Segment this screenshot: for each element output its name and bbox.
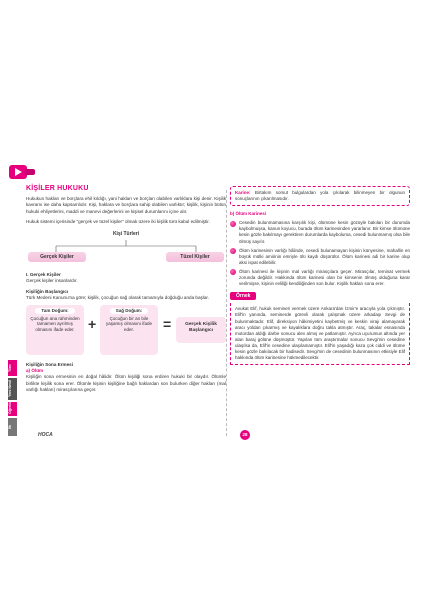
book-logo-icon	[8, 162, 36, 182]
olum-text: Kişiliğin sona ermesinin en doğal hâlidir. Ölüm kişiliği sona erdiren hukuki bir olaydır. Ölümle birlikte kişilik sona erer. Ölümle kişinin kişiliğine bağlı haklardan son bulurken diğer hakları (mal varlığı hakları) mirasçılarına geçer.	[26, 374, 226, 392]
plus-sign: +	[88, 316, 97, 333]
gercek-title: I. Gerçek Kişiler	[26, 272, 61, 278]
kisilik-title: Kişiliğin Başlangıcı	[26, 288, 69, 294]
side-tab: Öğretici	[8, 402, 17, 416]
list-item: Cesedin bulunmamasına karşılık kişi, ölümüne kesin gözüyle bakılan bir durumda kaybolmuşsa, kanun koyucu, burada ölüm karinesinden yararlanır. Bir kimse ölümüne kesin gözle bakılmayı gerektiren durumlarda kaybolursa, cesedi bulunmamış olsa bile ölmüş sayılır.	[230, 220, 410, 244]
right-column	[230, 186, 410, 440]
intro-paragraph: Hukukun hakları ve borçlara ehil kıldığı, yani hakları ve borçları olabilen varlıklara kişi denir. Kişilik kavramı ise daha kapsamlıdır. Kişi, haklara ve borçlara sahip olabilen varlıktır; kişilik, kişinin bütün hukuki ehliyetlerini, maddi ve manevi değerlerini ve kişisel durumlarını içine alır.	[26, 196, 226, 214]
birth-formula	[26, 305, 226, 357]
bullet-icon	[230, 248, 236, 254]
column-divider	[226, 190, 227, 436]
side-tabs	[8, 360, 18, 438]
list-item: Ölüm karinesi ile kişinin mal varlığı mirasçılara geçer. Mirasçılar, teminat vermek zorunda değildir. Hakkında ölüm karinesi olan bir kimsenin ölmüş olduğuna karar verilmişse, kişinin evliliği kendiliğinden son bulur. Kişilik hakları sona erer.	[230, 269, 410, 287]
section-title: KİŞİLER HUKUKU	[26, 185, 89, 192]
live-birth-text: Çocuğun bir an bile yaşamış olmasını ifade eder.	[105, 315, 153, 332]
kisilik-text: Türk Medeni Kanunu'na göre; kişilik, çocuğun sağ olarak tamamıyla doğduğu anda başlar.	[26, 294, 209, 300]
book-page	[8, 162, 416, 440]
bullet-icon	[230, 269, 236, 275]
page-number: 28	[240, 430, 250, 440]
brand-logo: HOCA	[38, 432, 53, 438]
full-birth-box	[26, 305, 84, 355]
bullet-icon	[230, 221, 236, 227]
intro-paragraph-2: Hukuk sistemi içerisinde "gerçek ve tüzel kişiler" olmak üzere iki kişilik türü kabul edilmiştir.	[26, 218, 210, 224]
side-tab: Tüm	[8, 360, 17, 376]
sona-title: Kişiliğin Sona Ermesi	[26, 362, 73, 368]
olum-label: a) Ölüm	[26, 368, 44, 374]
side-tab: Yeni Nesil	[8, 378, 17, 400]
live-birth-box	[100, 305, 158, 355]
tree-left-box: Gerçek Kişiler	[28, 252, 86, 262]
left-column	[26, 186, 226, 440]
full-birth-text: Çocuğun ana rahminden tamamen ayrılmış olmasını ifade eder.	[30, 315, 80, 332]
side-strip	[8, 180, 18, 438]
karine-box	[230, 186, 410, 206]
equals-sign: =	[163, 316, 172, 333]
list-item: Ölüm karinesinin varlığı hâlinde, cesedi bulunamayan kişinin künyesine, mahallin en büyük mülki amirinin emriyle ölü kaydı düşürülür. Ölüm karinesi adi bir karine olup aksi ispat edilebilir.	[230, 248, 410, 266]
tree-root: Kişi Türleri	[112, 231, 140, 238]
karine-label: Karine:	[235, 190, 251, 195]
side-tab: İlk	[8, 418, 17, 436]
live-birth-title: Sağ Doğum:	[110, 308, 149, 314]
death-presumption-title: b) Ölüm Karinesi	[230, 211, 267, 217]
example-label: Örnek	[230, 292, 256, 300]
full-birth-title: Tam Doğum:	[35, 308, 74, 314]
gercek-text: Gerçek kişiler insanlardır.	[26, 278, 78, 284]
personality-start-box: Gerçek Kişilik Başlangıcı	[176, 317, 226, 343]
karine-text: Birtakım somut bulgulardan yola çıkılarak bilinmeyen bir olgunun sonuçlarının çıkarılmasıdır.	[235, 190, 405, 202]
tree-right-box: Tüzel Kişiler	[166, 252, 224, 262]
example-text: Avukat Elif, hukuk semineri vermek üzere Ankara'dan İzmir'e aracıyla yola çıkmıştır. Elif'in yanında, seminerde görevli olarak çalışmak üzere arkadaşı Sevgi de bulunmaktadır. Elif, direksiyon hâkimiyetini kaybetmiş ve keskin virajı alamayarak aracı yoldan çıkarmış ve kayalıklara doğru takla atmıştır. Araç, takalar esnasında motordan aldığı darbe sonucu alev almış ve patlamıştır. Ayrıca uçurumun altında yer alan baraj gölüne düşmüştür. Yapılan tüm araştırmalar sonucu Sevgi'nin cesedine ulaşılsa da, Elif'in cesedine ulaşılamamıştır. Elif'in yaşadığı kaza çok ciddi ve ölüme kesin gözle bakılacak bir hadisedir. Sevgi'nin de cesedinin bulunmasının etkisiyle Elif hakkında ölüm karinesine hükmedilecektir.	[230, 303, 410, 365]
person-types-tree	[26, 240, 226, 268]
